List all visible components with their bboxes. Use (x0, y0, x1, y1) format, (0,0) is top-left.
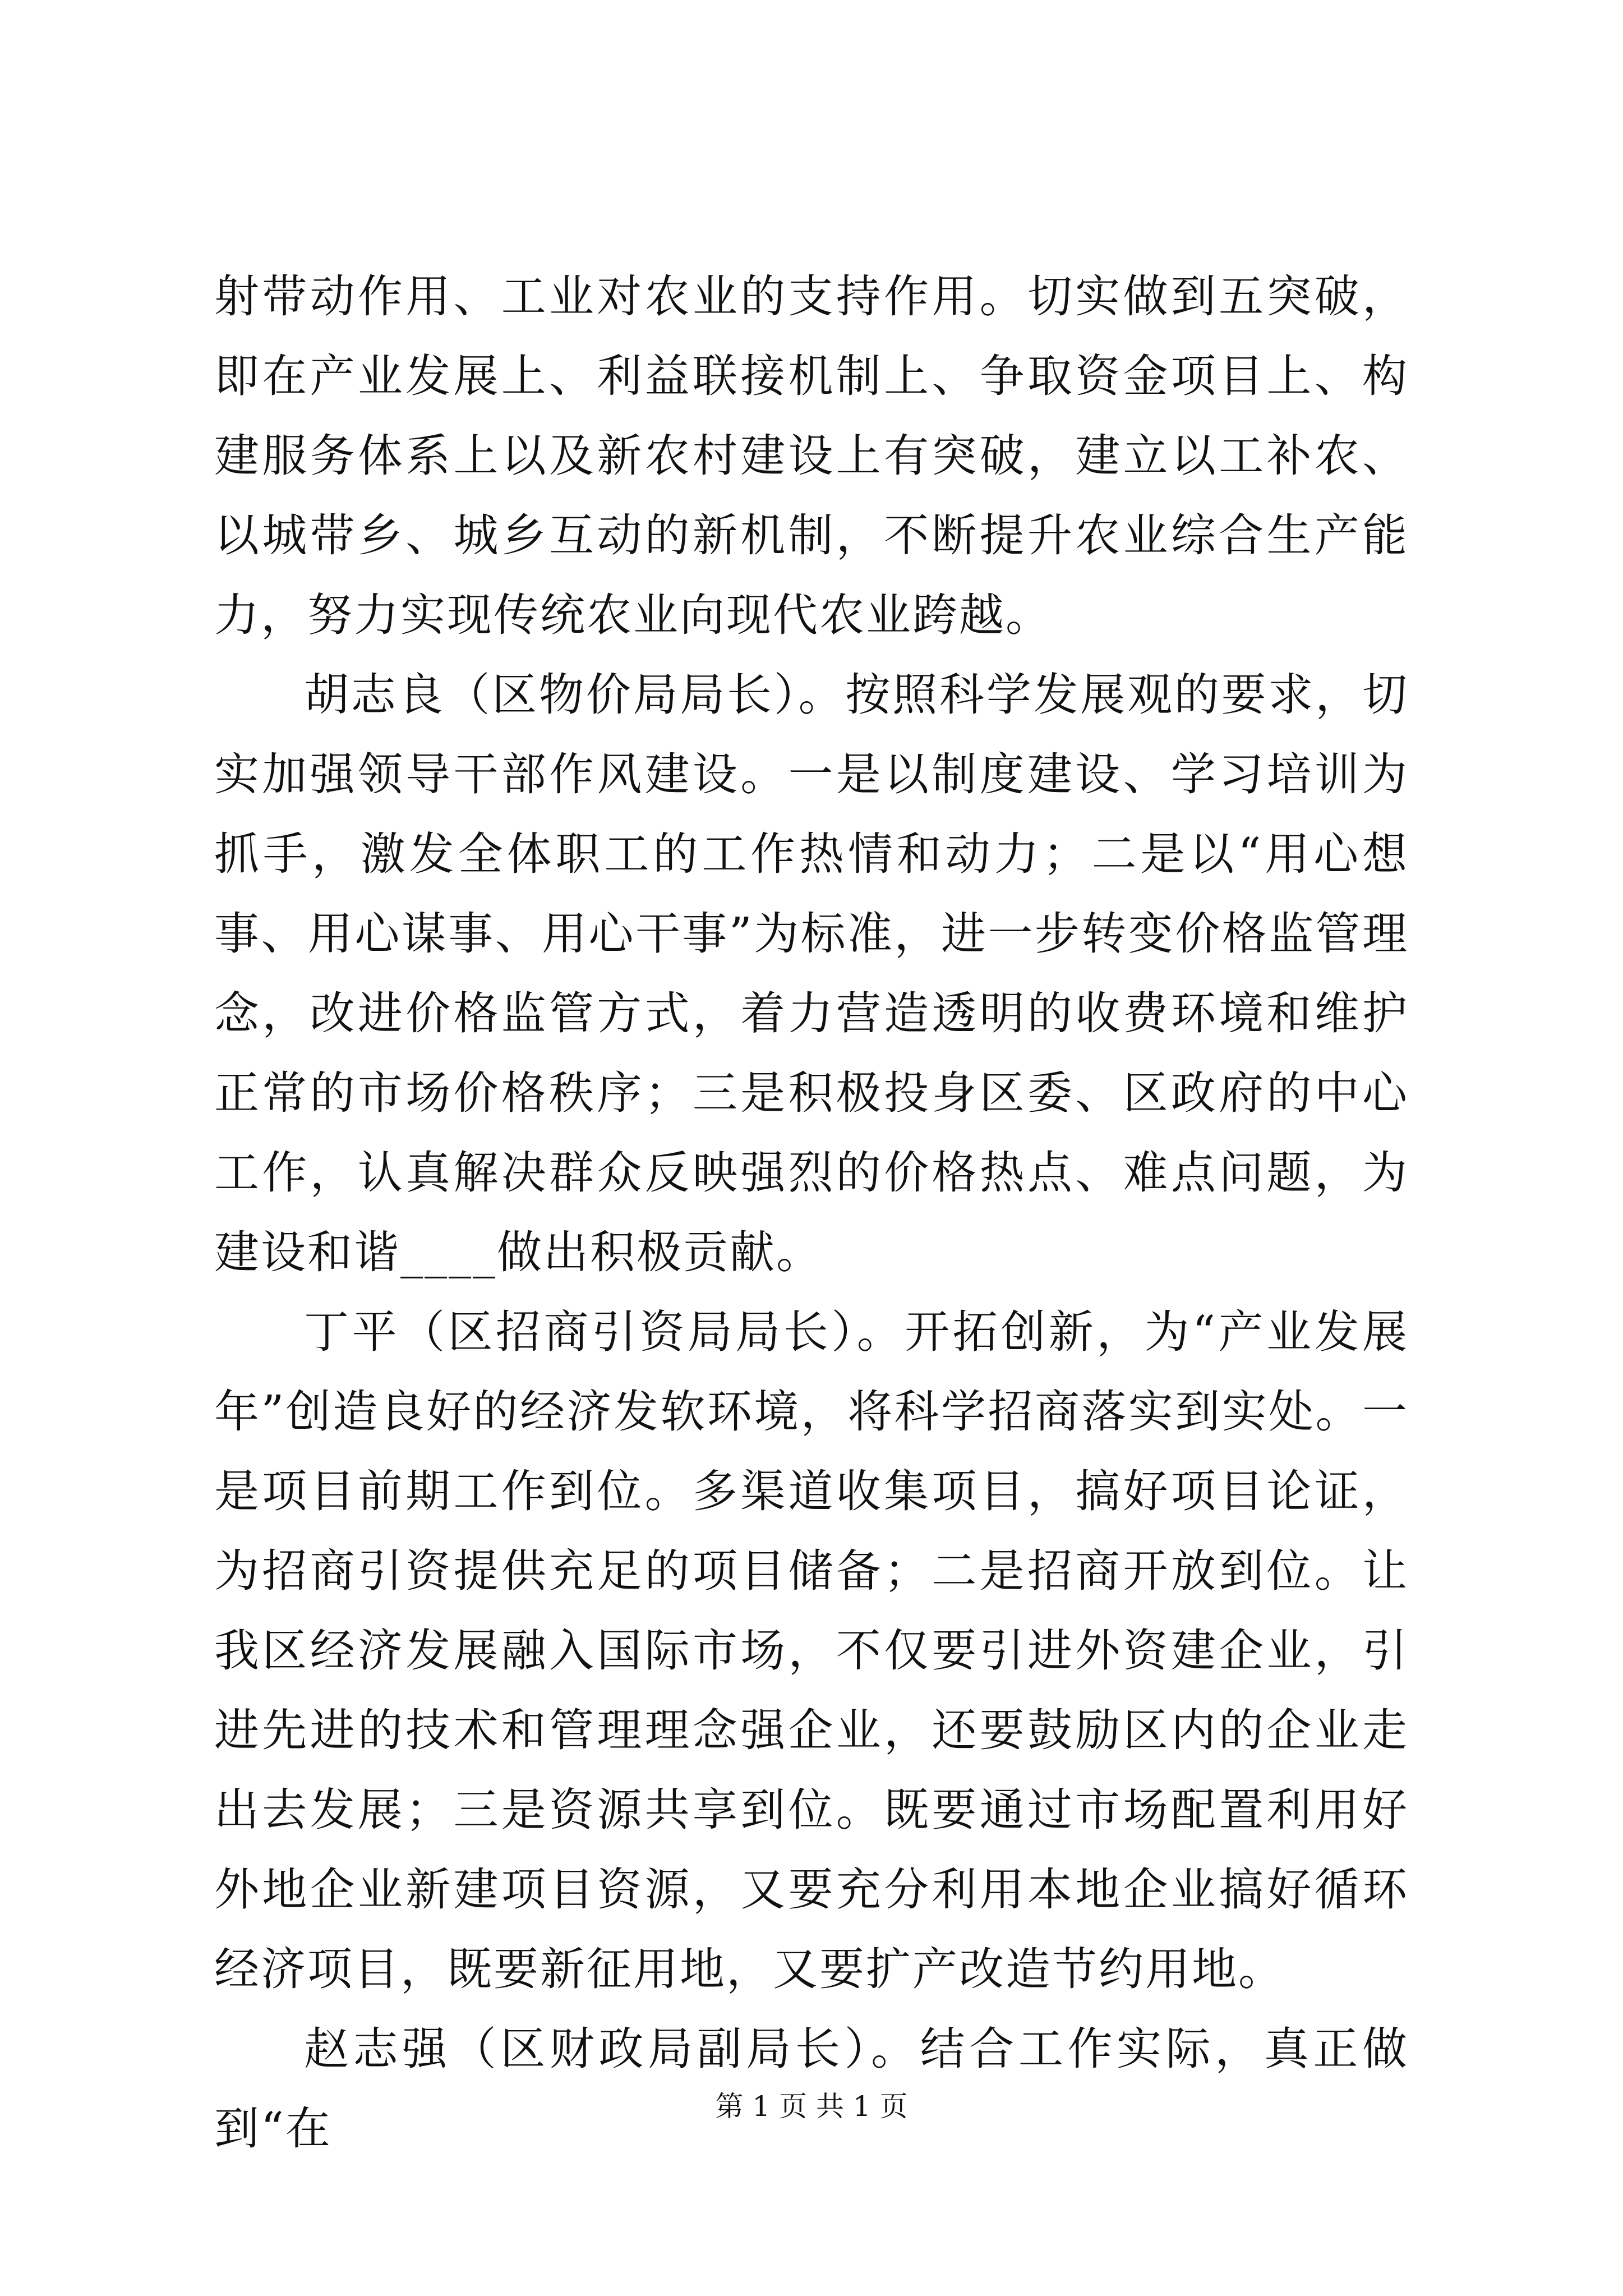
paragraph-ding-ping: 丁平（区招商引资局局长）。开拓创新，为“产业发展年”创造良好的经济发软环境，将科学招商落实到实处。一是项目前期工作到位。多渠道收集项目，搞好项目论证，为招商引资提供充足的项目储备；二是招商开放到位。让我区经济发展融入国际市场，不仅要引进外资建企业，引进先进的技术和管理理念强企业，还要鼓励区内的企业走出去发展；三是资源共享到位。既要通过市场配置利用好外地企业新建项目资源，又要充分利用本地企业搞好循环经济项目，既要新征用地，又要扩产改造节约用地。 (214, 1306, 1409, 1995)
document-body (214, 257, 1409, 2169)
paragraph-hu-zhiliang: 胡志良（区物价局局长）。按照科学发展观的要求，切实加强领导干部作风建设。一是以制度建设、学习培训为抓手，激发全体职工的工作热情和动力；二是以“用心想事、用心谋事、用心干事”为标准，进一步转变价格监管理念，改进价格监管方式，着力营造透明的收费环境和维护正常的市场价格秩序；三是积极投身区委、区政府的中心工作，认真解决群众反映强烈的价格热点、难点问题，为建设和谐____做出积极贡献。 (214, 669, 1409, 1278)
paragraph-zhao-zhiqiang: 赵志强（区财政局副局长）。结合工作实际，真正做到“在 (214, 2023, 1409, 2155)
page-number-footer: 第 1 页 共 1 页 (715, 2090, 908, 2123)
paragraph-continuation: 射带动作用、工业对农业的支持作用。切实做到五突破，即在产业发展上、利益联接机制上、争取资金项目上、构建服务体系上以及新农村建设上有突破，建立以工补农、以城带乡、城乡互动的新机制，不断提升农业综合生产能力，努力实现传统农业向现代农业跨越。 (214, 270, 1409, 641)
